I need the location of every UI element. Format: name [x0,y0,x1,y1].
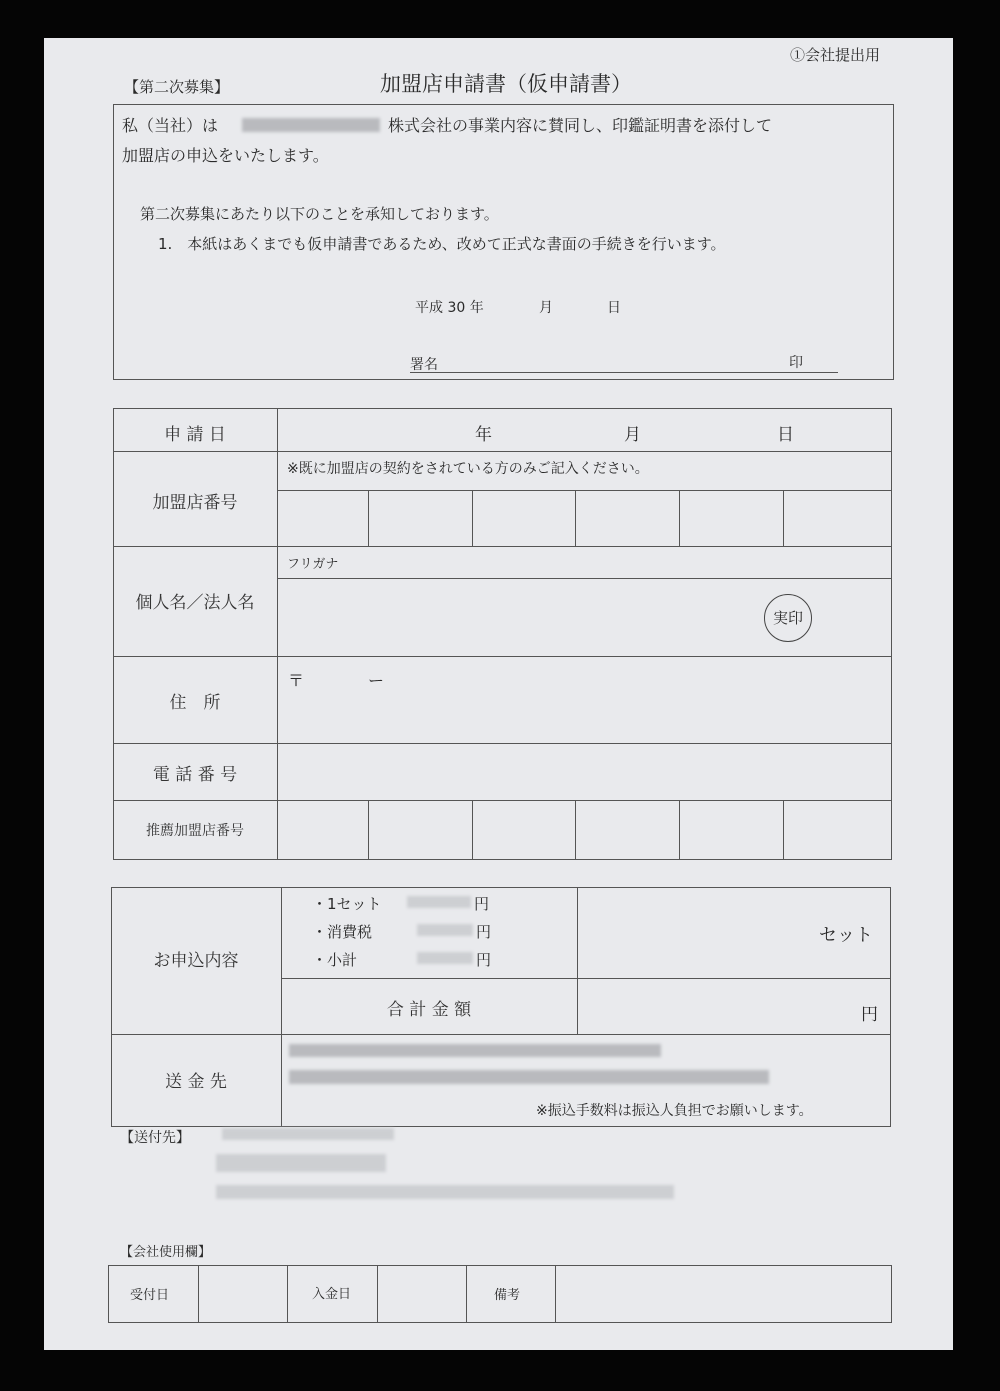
redacted-send-to-address [216,1185,674,1199]
seal-mark: 印 [789,355,803,371]
consent-item-1: 1. 本紙はあくまでも仮申請書であるため、改めて正式な書面の手続きを行います。 [158,235,726,253]
referrer-label: 推薦加盟店番号 [146,823,244,839]
cell-divider [287,1265,288,1323]
referrer-number-field[interactable] [279,802,890,858]
redacted-tax [417,924,473,936]
cell-divider [377,1265,378,1323]
total-yen: 円 [861,1005,878,1025]
transfer-fee-note: ※振込手数料は振込人負担でお願いします。 [536,1103,813,1119]
order-content-label: お申込内容 [153,951,239,971]
phone-field[interactable] [279,745,890,798]
redacted-send-to-company [216,1154,386,1172]
row-divider [113,451,892,452]
furigana-label: フリガナ [287,557,339,572]
redacted-company-name [242,118,380,132]
row-divider [281,978,891,979]
cell-divider [466,1265,467,1323]
recruitment-tag: 【第二次募集】 [124,78,230,96]
name-field[interactable] [279,580,779,654]
row-divider [113,800,892,801]
year-unit: 年 [475,425,492,445]
name-label: 個人名／法人名 [135,593,255,613]
redacted-set-price [407,896,471,908]
consent-text-line2: 加盟店の申込をいたします。 [122,146,329,165]
date-month: 月 [539,300,553,316]
member-number-note: ※既に加盟店の契約をされている方のみご記入ください。 [287,461,649,477]
row-divider [111,1034,891,1035]
member-number-field[interactable] [279,492,890,544]
signature-line[interactable] [410,372,838,373]
application-date-label: 申 請 日 [164,425,226,445]
total-amount-field[interactable] [579,980,889,1032]
redacted-subtotal [417,952,473,964]
application-form-paper [44,38,953,1350]
date-day: 日 [607,300,621,316]
redacted-send-to-name [222,1128,394,1140]
tax-line: ・消費税 [312,923,373,941]
subtotal-line: ・小計 [312,951,358,969]
received-date-field[interactable] [200,1267,286,1321]
notes-label: 備考 [494,1288,521,1303]
application-date-field[interactable] [279,410,890,450]
set-price-yen: 円 [474,895,490,913]
furigana-field[interactable] [279,548,890,577]
day-unit: 日 [777,425,794,445]
date-era-year: 平成 30 年 [415,300,484,316]
row-divider [113,656,892,657]
total-amount-label: 合 計 金 額 [386,1000,472,1020]
notes-field[interactable] [557,1267,890,1321]
payment-date-field[interactable] [379,1267,465,1321]
sets-unit: セット [819,925,873,946]
jitsuin-seal-circle: 実印 [764,594,812,642]
consent-text-start: 私（当社）は [122,116,219,135]
form-title: 加盟店申請書（仮申請書） [380,72,632,96]
phone-label: 電 話 番 号 [152,765,238,785]
redacted-bank-info [289,1044,661,1057]
consent-text-end: 株式会社の事業内容に賛同し、印鑑証明書を添付して [388,116,773,135]
cell-divider [198,1265,199,1323]
tax-yen: 円 [476,923,492,941]
row-divider [113,546,892,547]
set-price-line: ・1セット [312,895,382,913]
label-column-divider [277,408,278,860]
cell-divider [577,887,578,1034]
consent-notice: 第二次募集にあたり以下のことを承知しております。 [140,205,499,223]
redacted-account-info [289,1070,769,1084]
month-unit: 月 [624,425,641,445]
remit-to-label: 送 金 先 [165,1072,227,1092]
copy-label: ①会社提出用 [790,46,881,64]
subtotal-yen: 円 [476,951,492,969]
row-divider [277,578,892,579]
postal-mark: 〒 [288,671,305,690]
row-divider [113,743,892,744]
cell-divider [555,1265,556,1323]
send-to-label: 【送付先】 [120,1130,190,1146]
received-date-label: 受付日 [130,1288,170,1303]
office-use-label: 【会社使用欄】 [120,1245,212,1260]
postal-dash: ー [368,671,385,690]
row-divider [277,490,892,491]
member-number-label: 加盟店番号 [152,493,238,513]
address-label: 住 所 [169,693,221,713]
signature-label: 署名 [410,357,438,373]
payment-date-label: 入金日 [312,1287,352,1302]
address-field[interactable] [279,658,890,741]
